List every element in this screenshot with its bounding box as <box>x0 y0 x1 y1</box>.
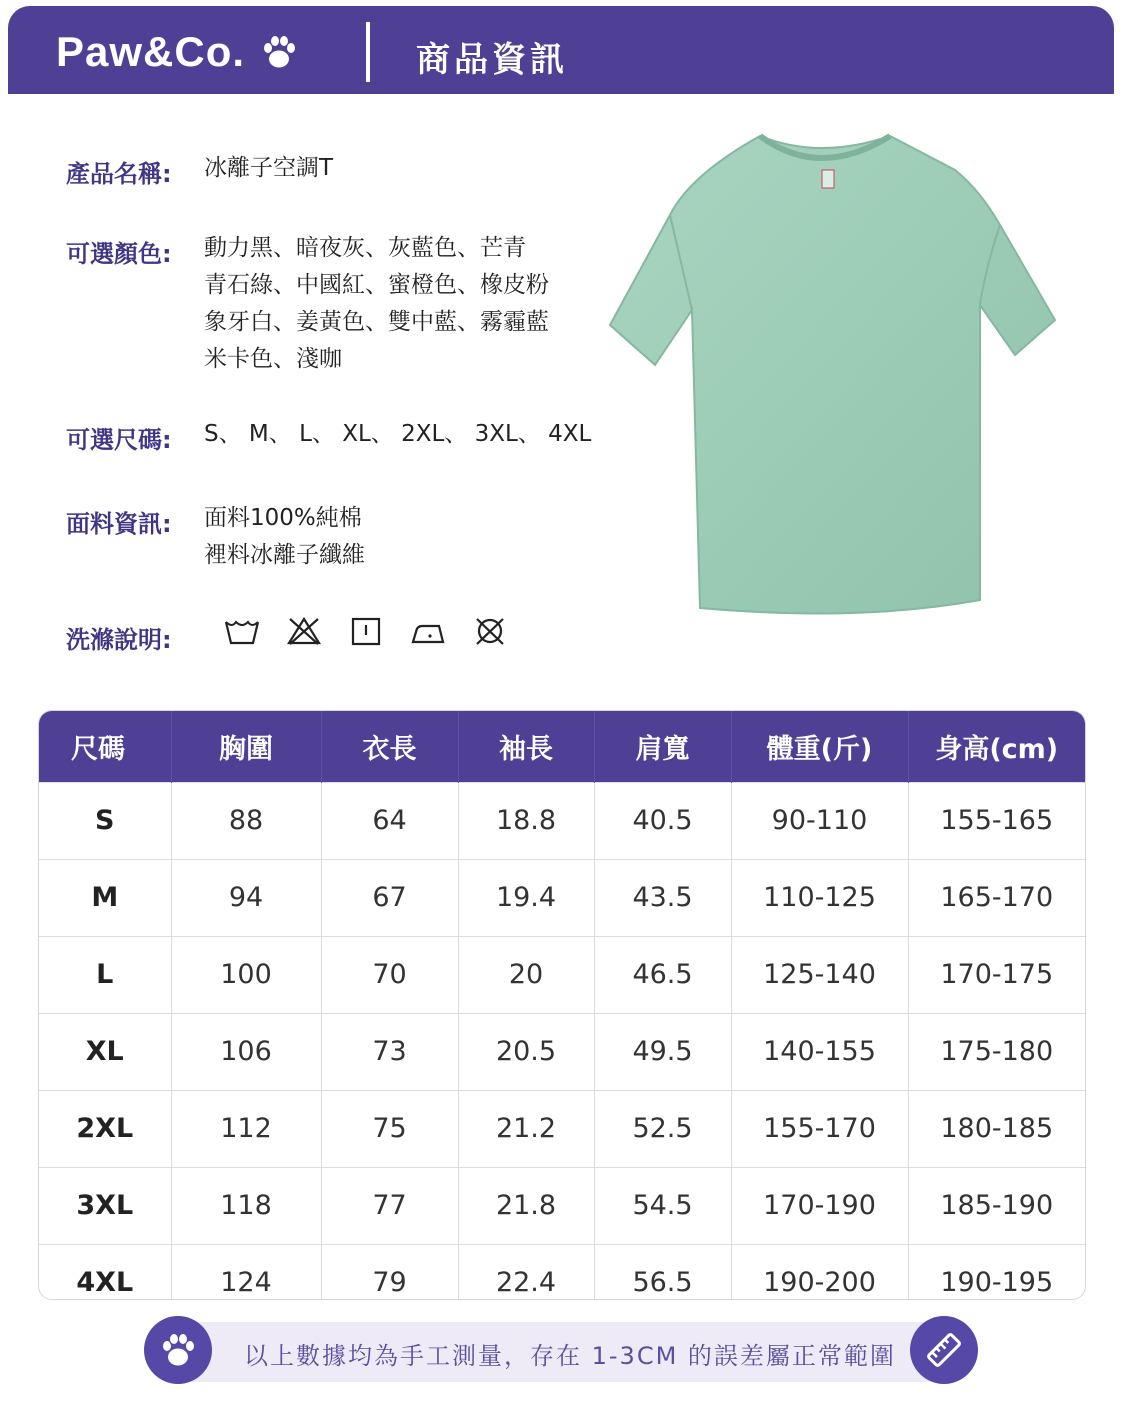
cell-shoulder: 49.5 <box>594 1013 731 1090</box>
cell-length: 70 <box>321 936 458 1013</box>
cell-size: L <box>39 936 171 1013</box>
page-title: 商品資訊 <box>416 40 568 80</box>
cell-height: 170-175 <box>908 936 1085 1013</box>
cell-chest: 124 <box>171 1244 321 1300</box>
footer-note <box>146 1322 976 1382</box>
cell-length: 73 <box>321 1013 458 1090</box>
cell-shoulder: 56.5 <box>594 1244 731 1300</box>
color-line: 象牙白、姜黃色、雙中藍、霧霾藍 <box>204 309 549 335</box>
col-header-chest: 胸圍 <box>171 711 321 782</box>
cell-length: 75 <box>321 1090 458 1167</box>
cell-size: 3XL <box>39 1167 171 1244</box>
cell-weight: 125-140 <box>731 936 908 1013</box>
color-list <box>204 230 549 378</box>
brand-name: Paw&Co. <box>56 28 246 75</box>
cell-length: 67 <box>321 859 458 936</box>
cell-shoulder: 46.5 <box>594 936 731 1013</box>
header-bar <box>8 6 1114 94</box>
cell-weight: 110-125 <box>731 859 908 936</box>
cell-size: M <box>39 859 171 936</box>
no-bleach-icon <box>286 616 348 650</box>
paw-badge-icon <box>144 1316 212 1384</box>
cell-chest: 94 <box>171 859 321 936</box>
color-line: 動力黑、暗夜灰、灰藍色、芒青 <box>204 235 526 261</box>
cell-size: XL <box>39 1013 171 1090</box>
cell-shoulder: 43.5 <box>594 859 731 936</box>
cell-weight: 90-110 <box>731 782 908 859</box>
cell-height: 165-170 <box>908 859 1085 936</box>
wash-tub-icon <box>224 616 286 650</box>
cell-weight: 140-155 <box>731 1013 908 1090</box>
cell-height: 190-195 <box>908 1244 1085 1300</box>
cell-shoulder: 52.5 <box>594 1090 731 1167</box>
measurement-note: 以上數據均為手工測量，存在 1-3CM 的誤差屬正常範圍 <box>244 1342 896 1370</box>
color-label: 可選顏色: <box>66 240 172 268</box>
brand-logo <box>56 28 299 76</box>
cell-chest: 88 <box>171 782 321 859</box>
care-icons <box>224 616 534 650</box>
size-value: S、 M、 L、 XL、 2XL、 3XL、 4XL <box>204 421 592 447</box>
color-line: 米卡色、淺咖 <box>204 346 342 372</box>
name-value: 冰離子空調T <box>204 155 334 181</box>
cell-sleeve: 22.4 <box>458 1244 594 1300</box>
cell-weight: 190-200 <box>731 1244 908 1300</box>
col-header-length: 衣長 <box>321 711 458 782</box>
col-header-weight: 體重(斤) <box>731 711 908 782</box>
table-row <box>39 936 1085 1013</box>
name-label: 產品名稱: <box>66 160 172 188</box>
cell-height: 155-165 <box>908 782 1085 859</box>
fabric-line: 面料100%純棉 <box>204 505 362 531</box>
size-label: 可選尺碼: <box>66 426 172 454</box>
cell-length: 64 <box>321 782 458 859</box>
cell-sleeve: 21.8 <box>458 1167 594 1244</box>
cell-sleeve: 20.5 <box>458 1013 594 1090</box>
cell-chest: 100 <box>171 936 321 1013</box>
table-row <box>39 1090 1085 1167</box>
table-row <box>39 1244 1085 1300</box>
color-line: 青石綠、中國紅、蜜橙色、橡皮粉 <box>204 272 549 298</box>
cell-height: 185-190 <box>908 1167 1085 1244</box>
paw-icon <box>259 32 299 72</box>
cell-shoulder: 54.5 <box>594 1167 731 1244</box>
col-header-shoulder: 肩寬 <box>594 711 731 782</box>
table-row <box>39 859 1085 936</box>
iron-icon <box>410 616 472 650</box>
care-label: 洗滌說明: <box>66 626 172 654</box>
fabric-list <box>204 500 365 574</box>
table-row <box>39 782 1085 859</box>
table-row <box>39 1013 1085 1090</box>
cell-chest: 112 <box>171 1090 321 1167</box>
tshirt-image <box>600 130 1070 630</box>
cell-sleeve: 18.8 <box>458 782 594 859</box>
cell-height: 180-185 <box>908 1090 1085 1167</box>
tumble-dry-icon <box>348 616 410 650</box>
cell-sleeve: 20 <box>458 936 594 1013</box>
cell-sleeve: 19.4 <box>458 859 594 936</box>
cell-shoulder: 40.5 <box>594 782 731 859</box>
col-header-height: 身高(cm) <box>935 733 1059 765</box>
cell-size: S <box>39 782 171 859</box>
col-header-size: 尺碼 <box>39 711 171 782</box>
fabric-label: 面料資訊: <box>66 510 172 538</box>
table-row <box>39 1167 1085 1244</box>
cell-sleeve: 21.2 <box>458 1090 594 1167</box>
cell-height: 175-180 <box>908 1013 1085 1090</box>
cell-weight: 170-190 <box>731 1167 908 1244</box>
cell-size: 4XL <box>39 1244 171 1300</box>
cell-size: 2XL <box>39 1090 171 1167</box>
cell-weight: 155-170 <box>731 1090 908 1167</box>
cell-chest: 118 <box>171 1167 321 1244</box>
no-dry-clean-icon <box>472 616 534 650</box>
cell-length: 77 <box>321 1167 458 1244</box>
ruler-icon <box>910 1316 978 1384</box>
fabric-line: 裡料冰離子纖維 <box>204 542 365 568</box>
size-table <box>38 710 1086 1300</box>
cell-length: 79 <box>321 1244 458 1300</box>
cell-chest: 106 <box>171 1013 321 1090</box>
col-header-sleeve: 袖長 <box>458 711 594 782</box>
table-header-row <box>39 711 1085 782</box>
header-divider <box>366 22 370 82</box>
